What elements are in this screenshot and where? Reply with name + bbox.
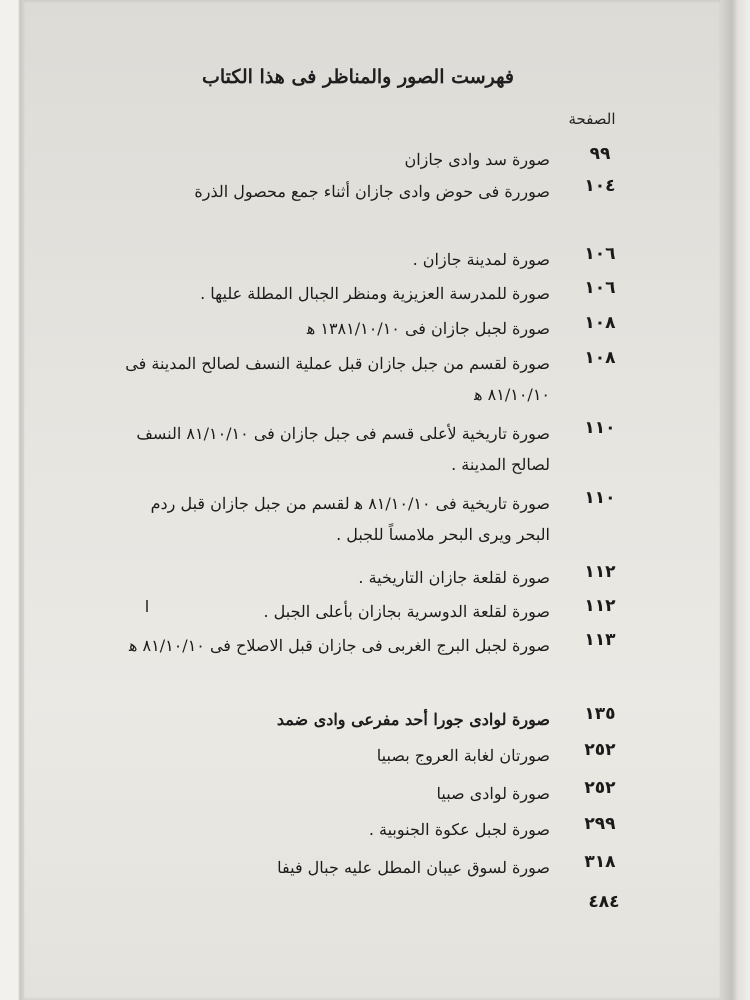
entry-description: صوررة فى حوض وادى جازان أثناء جمع محصول الذرة bbox=[194, 182, 550, 201]
list-item bbox=[0, 348, 750, 408]
ink-mark bbox=[146, 600, 148, 612]
list-item bbox=[0, 488, 750, 548]
entry-description: صورتان لغابة العروج بصبيا bbox=[376, 746, 550, 765]
entry-page-number: ٢٩٩ bbox=[584, 814, 616, 834]
entry-page-number: ٢٥٢ bbox=[584, 740, 616, 760]
entry-page-number: ١٠٦ bbox=[584, 278, 616, 298]
entry-page-number: ١١٢ bbox=[584, 596, 616, 616]
footer-page-number: ٤٨٤ bbox=[588, 892, 620, 912]
entry-description: صورة سد وادى جازان bbox=[404, 150, 550, 169]
entry-page-number: ٣١٨ bbox=[584, 852, 616, 872]
entry-description: صورة لسوق عيبان المطل عليه جبال فيفا bbox=[277, 858, 550, 877]
entry-description: صورة لوادى صبيا bbox=[436, 784, 550, 803]
entry-description: صورة لقلعة الدوسرية بجازان بأعلى الجبل . bbox=[263, 602, 550, 621]
entry-description: صورة تاريخية لأعلى قسم فى جبل جازان فى ٨١/١٠/١٠ النسف لصالح المدينة . bbox=[136, 424, 550, 474]
entry-description: صورة لقسم من جبل جازان قبل عملية النسف لصالح المدينة فى ٨١/١٠/١٠ ﻫ bbox=[125, 354, 550, 404]
entry-page-number: ١١٣ bbox=[584, 630, 616, 650]
page-column-header: الصفحة bbox=[568, 110, 616, 128]
entry-page-number: ١٣٥ bbox=[584, 704, 616, 724]
entry-description: صورة للمدرسة العزيزية ومنظر الجبال المطلة عليها . bbox=[200, 284, 550, 303]
list-item bbox=[0, 630, 750, 690]
list-item bbox=[0, 418, 750, 478]
entry-description: صورة لمدينة جازان . bbox=[412, 250, 550, 269]
entry-page-number: ١٠٤ bbox=[584, 176, 616, 196]
entry-description: صورة لوادى جورا أحد مفرعى وادى ضمد bbox=[276, 710, 550, 729]
entry-description: صورة لجبل جازان فى ١٣٨١/١٠/١٠ ﻫ bbox=[306, 319, 550, 338]
entry-page-number: ٩٩ bbox=[589, 144, 611, 164]
entry-page-number: ١١٠ bbox=[584, 418, 616, 438]
entry-page-number: ١١٢ bbox=[584, 562, 616, 582]
page-title: فهرست الصور والمناظر فى هذا الكتاب bbox=[201, 66, 514, 88]
entry-page-number: ١٠٨ bbox=[584, 313, 616, 333]
entry-description: صورة لقلعة جازان التاريخية . bbox=[358, 568, 550, 587]
entry-description: صورة لجبل البرج الغربى فى جازان قبل الاصلاح فى ٨١/١٠/١٠ ﻫ bbox=[129, 636, 550, 655]
entry-page-number: ١٠٨ bbox=[584, 348, 616, 368]
entry-page-number: ١١٠ bbox=[584, 488, 616, 508]
entry-description: صورة تاريخية فى ٨١/١٠/١٠ ﻫ لقسم من جبل جازان قبل ردم البحر ويرى البحر ملامساً للجبل . bbox=[150, 494, 550, 544]
entry-description: صورة لجبل عكوة الجنوبية . bbox=[368, 820, 550, 839]
list-item bbox=[0, 852, 750, 912]
list-item bbox=[0, 176, 750, 236]
entry-page-number: ٢٥٢ bbox=[584, 778, 616, 798]
entry-page-number: ١٠٦ bbox=[584, 244, 616, 264]
